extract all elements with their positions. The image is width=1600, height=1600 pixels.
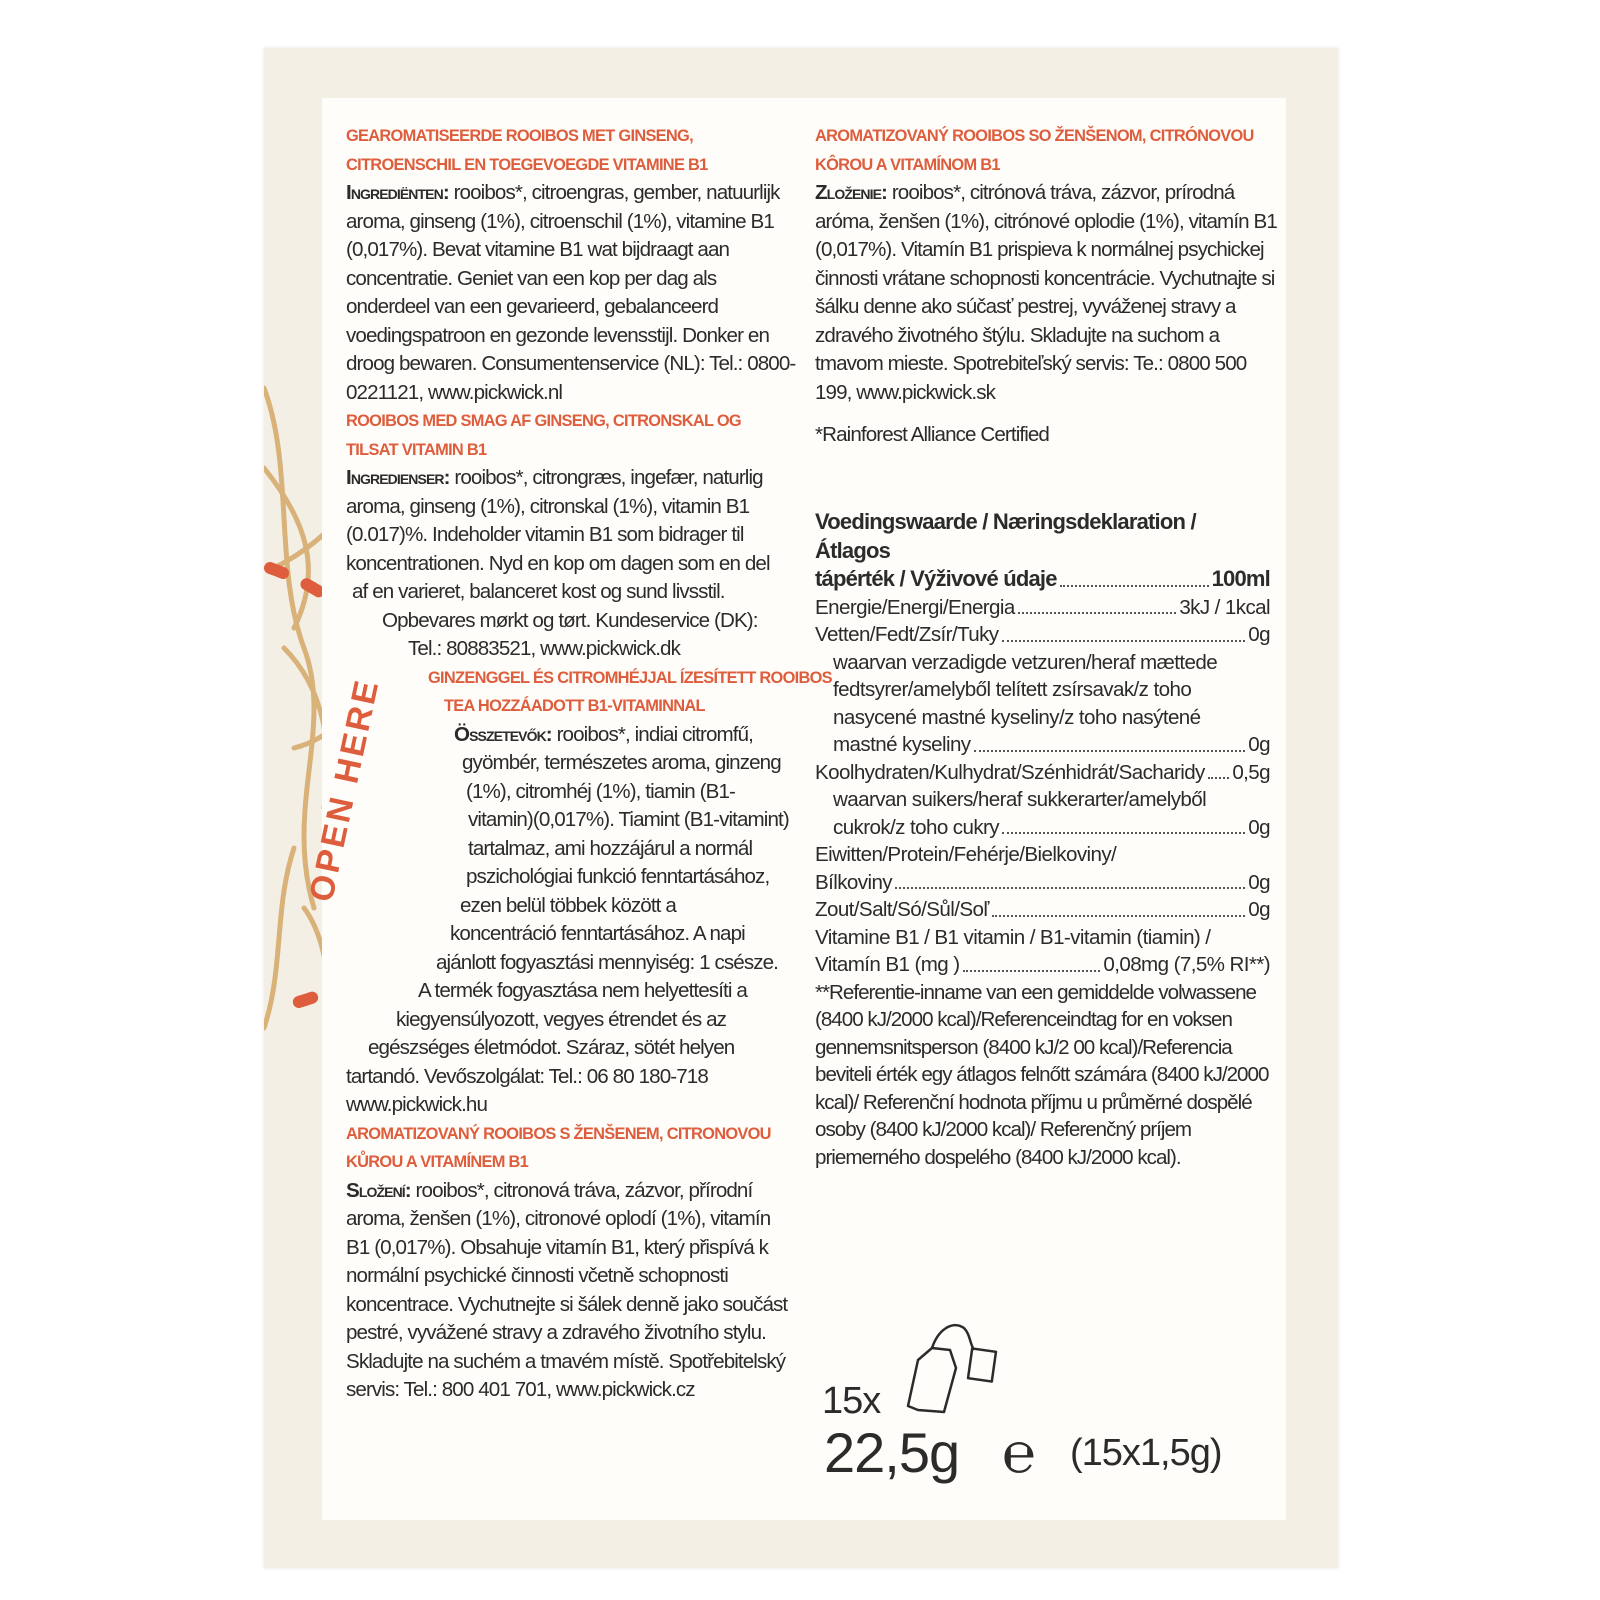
nutrient-label: Vetten/Fedt/Zsír/Tuky [815,623,999,646]
leader-dots [1002,640,1246,642]
leader-dots [963,970,1101,972]
nutrient-label: Vitamine B1 / B1 vitamin / B1-vitamin (tiamin) / [815,925,1211,949]
pack-contents [822,1320,1242,1484]
nutrition-title-line: Voedingswaarde / Næringsdeklaration / Átlagos [815,509,1196,563]
nutrition-table [815,508,1270,1171]
nutrient-value: 0g [1248,870,1270,894]
leader-dots [895,887,1245,889]
weight-detail: (15x1,5g) [1070,1432,1222,1474]
section-dk [346,407,796,664]
nutrition-title-line: tápérték / Výživové údaje [815,566,1057,591]
hu-line: ezen belül többek között a [460,893,676,917]
hu-line: A termék fogyasztása nem helyettesíti a [418,979,747,1002]
dk-heading: ROOIBOS MED SMAG AF GINSENG, CITRONSKAL OG TILSAT VITAMIN B1 [346,412,741,459]
nutrient-label: waarvan suikers/heraf sukkerarter/amelyből [833,788,1207,811]
net-weight: 22,5g [824,1421,960,1484]
nutrient-label: cukrok/z toho cukry [833,815,1000,839]
leader-dots [1018,612,1177,614]
section-sk [815,122,1285,407]
section-nl [346,122,796,407]
hu-line: tartandó. Vevőszolgálat: Tel.: 06 80 180-718 [346,1064,708,1088]
leader-dots [1208,777,1230,779]
nutrition-row-salt [815,896,1270,924]
nutrient-value: 0g [1248,815,1270,839]
sk-heading: AROMATIZOVANÝ ROOIBOS SO ŽENŠENOM, CITRÓNOVOU KÔROU A VITAMÍNOM B1 [815,127,1254,174]
section-hu [346,664,832,1120]
nutrient-label: Eiwitten/Protein/Fehérje/Bielkoviny/ [815,843,1117,866]
nutrient-label: Bílkoviny [815,870,893,894]
nutrient-value: 0,08mg (7,5% RI**) [1103,953,1270,976]
dk-ingredients-label: Ingredienser: [346,466,450,489]
nutrient-label: Vitamín B1 (mg ) [815,953,960,976]
nutrient-label: Energie/Energi/Energia [815,595,1015,619]
hu-line: pszichológiai funkció fenntartásához, [466,865,770,888]
hu-line: kiegyensúlyozott, vegyes étrendet és az [396,1007,727,1031]
estimated-sign: ℮ [1002,1421,1036,1484]
hu-heading-line: GINZENGGEL ÉS CITROMHÉJJAL ÍZESÍTETT ROOIBOS [428,668,832,687]
nutrition-row-protein [815,869,1270,897]
bag-count: 15x [822,1380,881,1422]
leader-dots [1060,585,1209,587]
hu-line: vitamin)(0,017%). Tiamint (B1-vitamint) [468,808,789,831]
nutrient-label: mastné kyseliny [833,733,971,756]
nutrient-value: 0,5g [1232,760,1270,784]
cz-text: rooibos*, citronová tráva, zázvor, přírodní aroma, ženšen (1%), citronové oplodí (1%), vitamín B1 (0,017%). Obsahuje vitamín B1, který přispívá k normální psychické činnosti včetně schopnosti koncentrace. Vychutnejte si šálek denně jako součást pestré, vyvážené stravy a zdravého životního stylu. Skladujte na suchém a tmavém místě. Spotřebitelský servis: Tel.: 800 401 701, www.pickwick.cz [346,1178,788,1401]
nutrition-title-row [815,565,1270,594]
hu-text-first: rooibos*, indiai citromfű, [551,722,753,746]
nutrition-row-saturates [815,731,1270,759]
teabag-icon [904,1320,1014,1420]
reference-intake-footnote: **Referentie-inname van een gemiddelde volwassene (8400 kJ/2000 kcal)/Referenceindtag for en voksen gennemsnitsperson (8400 kJ/2 00 kcal)/Referencia beviteli érték egy átlagos felnőtt számára (8400 kJ/2000 kcal)/ Referenční hodnota příjmu u průměrné dospělé osoby (8400 kJ/2000 kcal)/ Referenčný príjem priemerného dospelého (8400 kJ/2000 kcal). [815,980,1269,1169]
hu-ingredients-label: Összetevők: [454,722,552,746]
leader-dots [1002,832,1245,834]
cz-ingredients-label: Složení: [346,1178,411,1202]
nutrition-row-energy [815,594,1270,622]
leader-dots [992,915,1246,917]
left-column [346,122,832,1405]
sk-text: rooibos*, citrónová tráva, zázvor, prírodná aróma, ženšen (1%), citrónové oplodie (1%), vitamín B1 (0,017%). Vitamín B1 prispieva k normálnej psychickej činnosti vrátane schopnosti koncentrácie. Vychutnajte si šálku denne ako súčasť pestrej, vyváženej stravy a zdravého životného štýlu. Skladujte na suchom a tmavom mieste. Spotrebiteľský servis: Te.: 0800 500 199, www.pickwick.sk [815,181,1277,404]
dk-line: Opbevares mørkt og tørt. Kundeservice (DK): [382,608,758,632]
cz-heading: AROMATIZOVANÝ ROOIBOS S ŽENŠENEM, CITRONOVOU KŮROU A VITAMÍNEM B1 [346,1124,771,1171]
nutrient-label: waarvan verzadigde vetzuren/heraf mættede fedtsyrer/amelyből telített zsírsavak/z toho nasycené mastné kyseliny/z toho nasýtené [833,650,1218,729]
sk-ingredients-label: Zloženie: [815,181,888,204]
hu-line: koncentráció fenntartásához. A napi [450,922,745,945]
nutrition-row-sugars [815,814,1270,842]
hu-line: tartalmaz, ami hozzájárul a normál [468,836,753,860]
dk-text: rooibos*, citrongræs, ingefær, naturlig aroma, ginseng (1%), citronskal (1%), vitamin B1 (0.017)%. Indeholder vitamin B1 som bidrager til koncentrationen. Nyd en kop om dagen som en del [346,466,770,575]
hu-line: ajánlott fogyasztási mennyiség: 1 csésze. [436,950,778,974]
nutrition-row-fat [815,621,1270,649]
nutrient-value: 0g [1248,733,1270,756]
hu-heading-line: TEA HOZZÁADOTT B1-VITAMINNAL [444,697,705,715]
nutrient-value: 0g [1248,898,1270,921]
nutrient-value: 0g [1248,623,1270,646]
hu-line: gyömbér, természetes aroma, ginzeng [462,751,781,774]
hu-line: www.pickwick.hu [346,1093,487,1116]
section-cz [346,1120,796,1405]
nutrient-label: Koolhydraten/Kulhydrat/Szénhidrát/Sacharidy [815,760,1205,784]
hu-line: egészséges életmódot. Száraz, sötét helyen [368,1036,735,1059]
nl-text: rooibos*, citroengras, gember, natuurlijk aroma, ginseng (1%), citroenschil (1%), vitamine B1 (0,017%). Bevat vitamine B1 wat bijdraagt aan concentratie. Geniet van een kop per dag als onderdeel van een gevarieerd, gebalanceerd voedingspatroon en gezonde levensstijl. Donker en droog bewaren. Consumentenservice (NL): Tel.: 0800-0221121, www.pickwick.nl [346,181,796,404]
dk-line: af en varieret, balanceret kost og sund livsstil. [352,580,725,603]
nutrient-value: 3kJ / 1kcal [1179,595,1270,619]
nutrition-row-vitamin [815,951,1270,979]
hu-line: (1%), citromhéj (1%), tiamin (B1- [466,779,735,803]
rainforest-note: *Rainforest Alliance Certified [815,423,1049,446]
dk-line: Tel.: 80883521, www.pickwick.dk [408,637,680,660]
nutrition-unit: 100ml [1211,566,1270,591]
nl-ingredients-label: Ingrediënten: [346,181,449,204]
open-here-label[interactable]: OPEN HERE [302,674,387,905]
leader-dots [974,750,1246,752]
nl-heading: GEAROMATISEERDE ROOIBOS MET GINSENG, CITROENSCHIL EN TOEGEVOEGDE VITAMINE B1 [346,127,708,174]
right-column [815,122,1285,450]
nutrition-row-carbs [815,759,1270,787]
nutrient-label: Zout/Salt/Só/Sůl/Soľ [815,898,989,921]
